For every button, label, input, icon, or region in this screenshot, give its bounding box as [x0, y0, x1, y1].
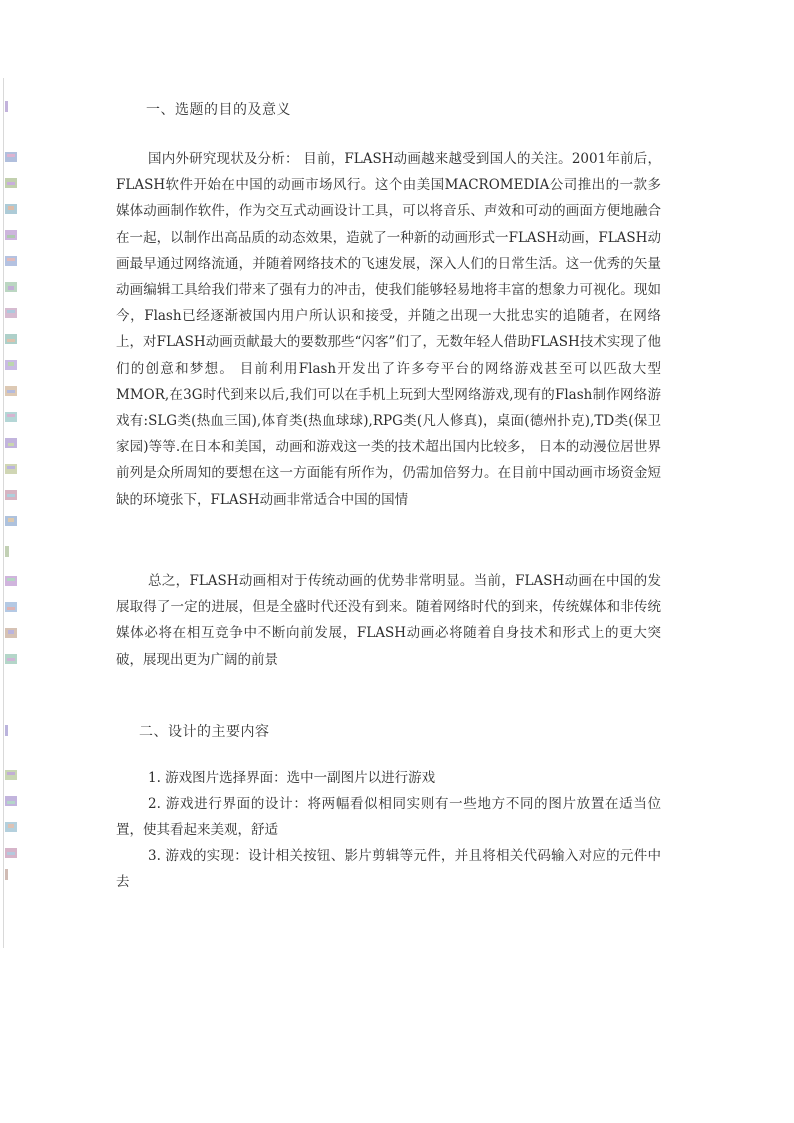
margin-artifact — [4, 724, 10, 738]
margin-artifact — [4, 176, 18, 190]
margin-artifact — [4, 462, 18, 476]
margin-artifact — [4, 306, 18, 320]
margin-artifact — [4, 820, 18, 834]
margin-artifact — [4, 202, 18, 216]
margin-artifact — [4, 228, 18, 242]
section-heading-design-content: 二、设计的主要内容 — [139, 724, 270, 740]
margin-artifact — [4, 436, 18, 450]
margin-artifact — [4, 652, 18, 666]
margin-artifact — [4, 768, 18, 782]
paragraph-conclusion: 总之，FLASH动画相对于传统动画的优势非常明显。当前，FLASH动画在中国的发展取得了一定的进展，但是全盛时代还没有到来。随着网络时代的到来，传统媒体和非传统媒体必将在相互竞争中不断向前发展，FLASH动画必将随着自身技术和形式上的更大突破，展现出更为广阔的前景 — [116, 573, 661, 668]
margin-artifact — [4, 384, 18, 398]
margin-artifact — [4, 600, 18, 614]
margin-artifact — [4, 410, 18, 424]
margin-artifact — [4, 332, 18, 346]
list-item: 2. 游戏进行界面的设计：将两幅看似相同实则有一些地方不同的图片放置在适当位置，使其看起来美观，舒适 — [116, 796, 661, 839]
margin-artifact — [4, 280, 18, 294]
section-heading-purpose: 一、选题的目的及意义 — [146, 102, 291, 118]
margin-artifact — [4, 626, 18, 640]
margin-artifact — [4, 574, 18, 588]
margin-artifact — [4, 358, 18, 372]
margin-artifact — [4, 254, 18, 268]
list-item: 1. 游戏图片选择界面：选中一副图片以进行游戏 — [148, 770, 436, 786]
margin-artifact — [4, 846, 18, 860]
margin-artifact — [4, 545, 10, 559]
margin-artifact — [4, 514, 18, 528]
list-item: 3. 游戏的实现：设计相关按钮、影片剪辑等元件，并且将相关代码输入对应的元件中去 — [116, 848, 661, 891]
margin-artifact — [4, 488, 18, 502]
margin-artifact — [4, 868, 10, 882]
margin-artifact — [4, 150, 18, 164]
margin-artifacts — [0, 0, 24, 1123]
margin-artifact — [4, 794, 18, 808]
paragraph-research-status: 国内外研究现状及分析： 目前，FLASH动画越来越受到国人的关注。2001年前后，FLASH软件开始在中国的动画市场风行。这个由美国MACROMEDIA公司推出的一款多媒体动画制作软件，作为交互式动画设计工具，可以将音乐、声效和可动的画面方便地融合在一起，以制作出高品质的动态效果，造就了一种新的动画形式一FLASH动画，FLASH动画最早通过网络流通，并随着网络技术的飞速发展，深入人们的日常生活。这一优秀的矢量动画编辑工具给我们带来了强有力的冲击，使我们能够轻易地将丰富的想象力可视化。现如今，Flash已经逐渐被国内用户所认识和接受，并随之出现一大批忠实的追随者，在网络上，对FLASH动画贡献最大的要数那些“闪客”们了，无数年轻人借助FLASH技术实现了他们的创意和梦想。 目前利用Flash开发出了许多夸平台的网络游戏甚至可以匹敌大型MMOR,在3G时代到来以后,我们可以在手机上玩到大型网络游戏,现有的Flash制作网络游戏有:SLG类(热血三国),体育类(热血球球),RPG类(凡人修真)，桌面(德州扑克),TD类(保卫家园)等等.在日本和美国，动画和游戏这一类的技术超出国内比较多， 日本的动漫位居世界前列是众所周知的要想在这一方面能有所作为，仍需加倍努力。在目前中国动画市场资金短缺的环境张下，FLASH动画非常适合中国的国情 — [116, 151, 661, 508]
margin-artifact — [4, 100, 10, 114]
